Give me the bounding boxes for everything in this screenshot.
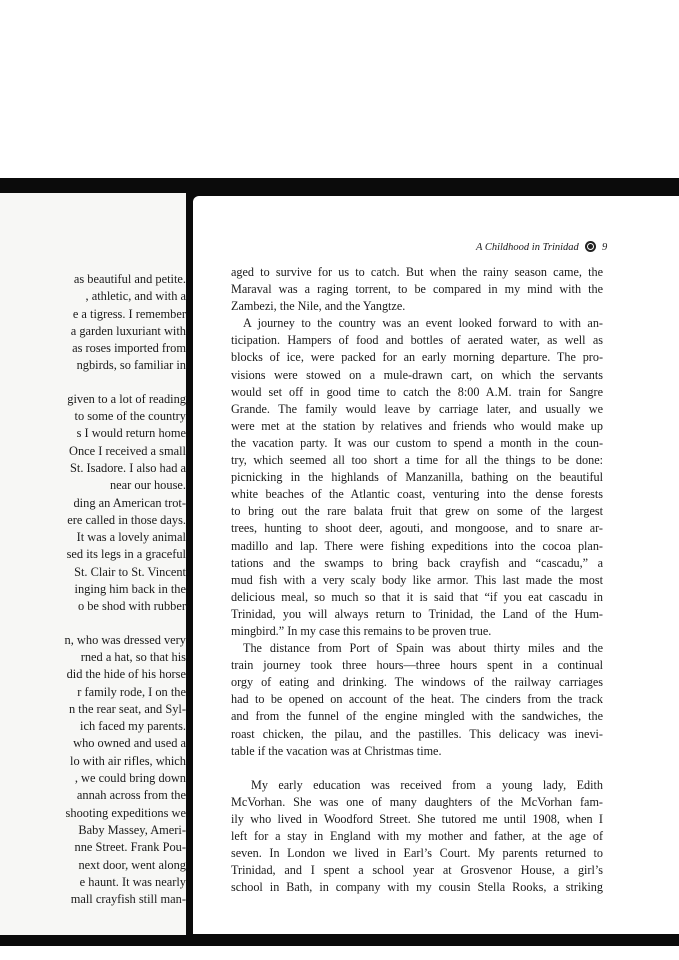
text-line: lo with air rifles, which <box>70 753 186 768</box>
text-line: the vacation party. It was our custom to spend a month in the coun- <box>231 435 603 450</box>
text-line: s I would return home <box>76 426 186 441</box>
text-line: A journey to the country was an event looked forward to with an- <box>243 316 603 331</box>
left-paragraph-1 <box>0 271 186 375</box>
text-line: Trinidad, and I spent a school year at Grosvenor House, a girl’s <box>231 863 603 878</box>
left-paragraph-3 <box>0 632 186 909</box>
text-line: St. Isadore. I also had a <box>70 460 186 475</box>
left-paragraph-2 <box>0 391 186 616</box>
globe-ornament-icon <box>585 241 596 252</box>
text-line: Grande. The family would leave by carriage later, and usually we <box>231 401 603 416</box>
text-line: annah across from the <box>76 788 186 803</box>
text-line: , we could bring down <box>74 771 186 786</box>
text-line: and from the funnel of the engine mingled with the sandwiches, the <box>231 709 603 724</box>
text-line: ich faced my parents. <box>80 719 186 734</box>
text-line: o be shod with rubber <box>77 599 186 614</box>
text-line: ding an American trot- <box>73 495 186 510</box>
text-line: tations and the swamps to bring back crayfish and “cascadu,” a <box>231 555 603 570</box>
text-line: The distance from Port of Spain was about thirty miles and the <box>243 641 603 656</box>
text-line: St. Clair to St. Vincent <box>74 564 186 579</box>
text-line: Once I received a small <box>69 443 186 458</box>
text-line: e a tigress. I remember <box>72 306 186 321</box>
text-line: a garden luxuriant with <box>70 323 186 338</box>
text-line: delicious meal, so much so that it is said that “if you eat cascadu in <box>231 589 603 604</box>
text-line: picnicking in the highlands of Manzanilla, bathing on the beautiful <box>231 470 603 485</box>
text-line: try, which seemed all too short a time for all the things to be done: <box>231 453 603 468</box>
text-line: nne Street. Frank Pou- <box>74 840 186 855</box>
text-line: It was a lovely animal <box>76 530 186 545</box>
text-line: ngbirds, so familiar in <box>76 358 186 373</box>
text-line: aged to survive for us to catch. But when the rainy season came, the <box>231 265 603 279</box>
text-line: roast chicken, the pilau, and the pastilles. This delicacy was inevi- <box>231 726 603 741</box>
text-line: left for a stay in England with my mother and father, at the age of <box>231 829 603 843</box>
text-line: Zambezi, the Nile, and the Yangtze. <box>231 299 406 314</box>
paragraph-2 <box>231 315 603 640</box>
text-line: as beautiful and petite. <box>73 272 186 286</box>
text-line: sed its legs in a graceful <box>66 547 186 562</box>
text-line: school in Bath, in company with my cousin Stella Rooks, a striking <box>231 880 603 895</box>
text-line: given to a lot of reading <box>67 391 186 406</box>
text-line: Maraval was a raging torrent, to be compared in my mind with the <box>231 282 603 297</box>
text-line: table if the vacation was at Christmas time. <box>231 743 442 758</box>
text-line: ily who lived in Woodford Street. She tutored me until 1908, when I <box>231 811 603 826</box>
text-line: were met at the station by relatives and friends who would make up <box>231 418 603 433</box>
text-line: shooting expeditions we <box>65 805 186 820</box>
text-line: ticipation. Hampers of food and bottles of aerated water, as well as <box>231 333 603 348</box>
text-line: inging him back in the <box>74 582 186 597</box>
text-line: Baby Massey, Ameri- <box>78 822 186 837</box>
text-line: ere called in those days. <box>67 512 186 527</box>
text-line: rned a hat, so that his <box>80 649 186 664</box>
text-line: to some of the country <box>74 409 186 424</box>
text-line: Trinidad, you will always return to Trinidad, the Land of the Hum- <box>231 606 603 621</box>
text-line: train journey took three hours—three hours spent in a continual <box>231 658 603 673</box>
running-head <box>476 241 676 253</box>
previous-page <box>0 193 186 935</box>
text-line: as roses imported from <box>72 341 186 356</box>
running-head-title: A Childhood in Trinidad <box>476 242 579 253</box>
text-line: n the rear seat, and Syl- <box>69 701 186 716</box>
text-line: seven. In London we lived in Earl’s Court. My parents returned to <box>231 846 603 861</box>
text-line: next door, went along <box>78 857 186 872</box>
text-line: My early education was received from a young lady, Edith <box>251 777 603 792</box>
text-line: , athletic, and with a <box>85 289 186 304</box>
paragraph-4 <box>231 777 603 897</box>
text-line: McVorhan. She was one of many daughters of the McVorhan fam- <box>231 794 603 809</box>
current-page <box>193 196 679 934</box>
text-line: who owned and used a <box>73 736 186 751</box>
paragraph-1 <box>231 264 603 315</box>
text-line: would set off in good time to catch the 8:00 A.M. train for Sangre <box>231 384 603 399</box>
previous-page-text <box>0 271 186 908</box>
text-line: madillo and lap. There were fishing expeditions into the cocoa plan- <box>231 538 603 553</box>
text-line: n, who was dressed very <box>64 632 186 647</box>
text-line: e haunt. It was nearly <box>79 874 186 889</box>
text-line: visions were stowed on a mule-drawn cart, on which the servants <box>231 367 603 382</box>
paragraph-3 <box>231 640 603 760</box>
text-line: to bring out the rare balata fruit that grew on some of the largest <box>231 504 603 519</box>
text-line: orgy of eating and drinking. The windows of the railway carriages <box>231 675 603 690</box>
text-line: trees, hunting to shoot deer, agouti, and mongoose, and to snare ar- <box>231 521 603 536</box>
text-line: mud fish with a very scaly body like armor. This last made the most <box>231 572 603 587</box>
page-body <box>231 264 603 896</box>
text-line: had to be opened on account of the heat. The cinders from the track <box>231 692 603 707</box>
text-line: mingbird.” In my case this remains to be proven true. <box>231 623 492 638</box>
page-number: 9 <box>602 242 608 253</box>
text-line: did the hide of his horse <box>66 667 186 682</box>
text-line: white beaches of the Atlantic coast, venturing into the dense forests <box>231 487 603 502</box>
text-line: blocks of ice, were packed for an early morning departure. The pro- <box>231 350 603 365</box>
text-line: near our house. <box>109 478 186 493</box>
text-line: mall crayfish still man- <box>70 892 186 907</box>
text-line: r family rode, I on the <box>77 684 186 699</box>
